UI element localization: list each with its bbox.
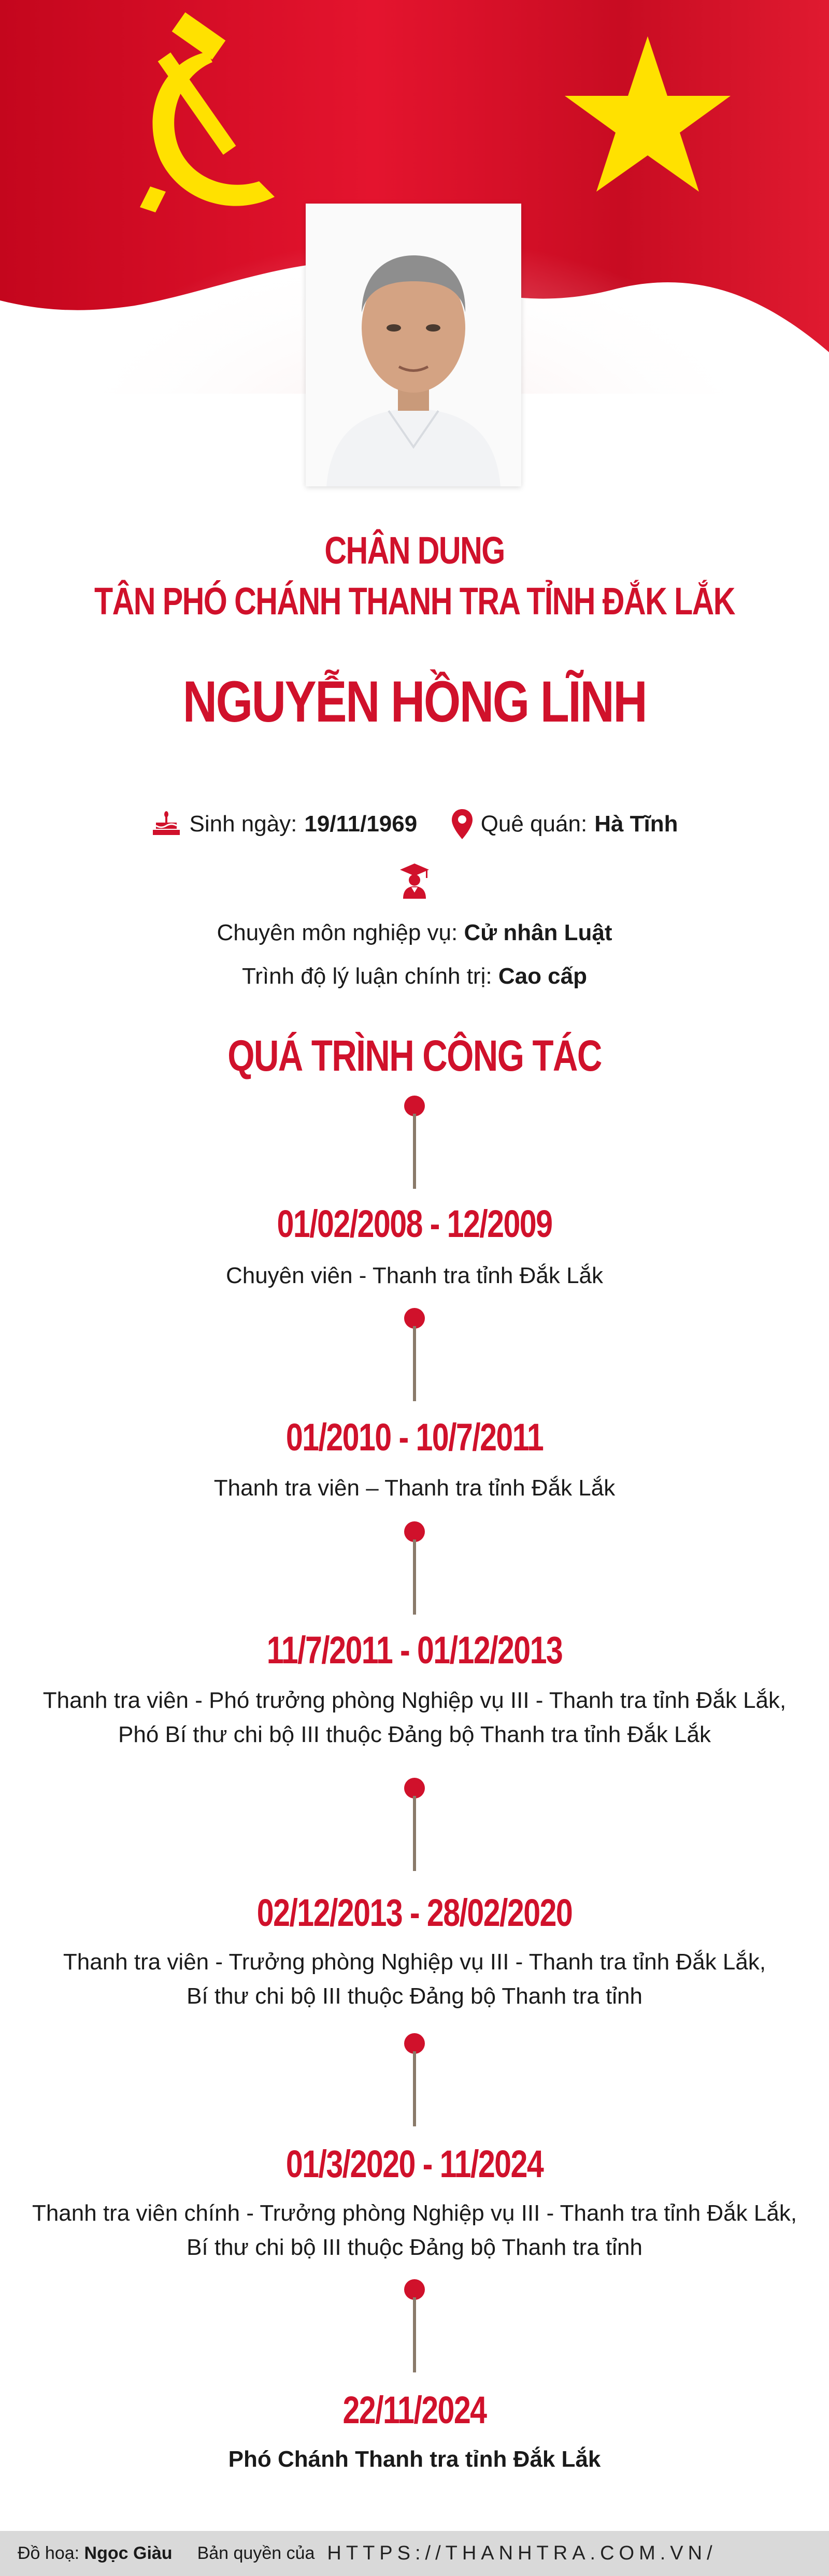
graphics-label: Đồ hoạ: xyxy=(18,2543,80,2563)
timeline-date: 01/2010 - 10/7/2011 xyxy=(285,1416,544,1459)
timeline-desc xyxy=(0,1945,829,2013)
timeline-desc xyxy=(0,2442,829,2477)
timeline-dot xyxy=(404,1308,425,1329)
timeline-desc xyxy=(0,1471,829,1505)
timeline-desc xyxy=(0,1683,829,1752)
timeline-line xyxy=(413,1114,416,1189)
specialty-value: Cử nhân Luật xyxy=(464,920,612,945)
timeline-desc-line: Bí thư chi bộ III thuộc Đảng bộ Thanh tra tỉnh xyxy=(187,2235,642,2260)
timeline-desc-line: Thanh tra viên chính - Trưởng phòng Nghiệp vụ III - Thanh tra tỉnh Đắk Lắk, xyxy=(32,2200,797,2226)
site-url[interactable]: HTTPS://THANHTRA.COM.VN/ xyxy=(327,2542,717,2564)
timeline-line xyxy=(413,1539,416,1615)
political-row xyxy=(0,963,829,989)
graduate-icon xyxy=(399,862,430,899)
timeline-line xyxy=(413,1326,416,1401)
timeline-desc-line: Chuyên viên - Thanh tra tỉnh Đắk Lắk xyxy=(225,1263,604,1288)
political-label: Trình độ lý luận chính trị: xyxy=(241,963,492,989)
cake-icon xyxy=(151,811,182,837)
timeline-line xyxy=(413,2051,416,2126)
timeline-dot xyxy=(404,1096,425,1116)
birth-info xyxy=(151,811,417,837)
timeline-line xyxy=(413,2297,416,2372)
timeline-date: 02/12/2013 - 28/02/2020 xyxy=(256,1891,573,1934)
timeline-line xyxy=(413,1796,416,1871)
specialty-row xyxy=(0,920,829,946)
title-line-1: CHÂN DUNG xyxy=(324,529,505,572)
timeline-desc-line: Phó Bí thư chi bộ III thuộc Đảng bộ Thanh tra tỉnh Đắk Lắk xyxy=(118,1722,711,1747)
timeline-date: 22/11/2024 xyxy=(342,2388,487,2431)
political-value: Cao cấp xyxy=(498,963,587,989)
timeline-desc-line: Phó Chánh Thanh tra tỉnh Đắk Lắk xyxy=(228,2447,601,2472)
birth-value: 19/11/1969 xyxy=(304,811,418,837)
copyright-label: Bản quyền của xyxy=(197,2543,315,2563)
graphics-author: Ngọc Giàu xyxy=(84,2543,173,2563)
timeline-desc xyxy=(0,1259,829,1293)
timeline-desc xyxy=(0,2196,829,2265)
hometown-value: Hà Tĩnh xyxy=(594,811,678,837)
timeline-desc-line: Thanh tra viên - Phó trưởng phòng Nghiệp vụ III - Thanh tra tỉnh Đắk Lắk, xyxy=(42,1688,787,1713)
timeline-desc-line: Thanh tra viên – Thanh tra tỉnh Đắk Lắk xyxy=(213,1475,616,1501)
person-name: NGUYỄN HỒNG LĨNH xyxy=(182,669,647,734)
footer-bar xyxy=(0,2531,829,2576)
birth-hometown-row xyxy=(0,808,829,840)
timeline-dot xyxy=(404,2033,425,2054)
timeline-desc-line: Bí thư chi bộ III thuộc Đảng bộ Thanh tra tỉnh xyxy=(187,1983,642,2009)
timeline-desc-line: Thanh tra viên - Trưởng phòng Nghiệp vụ III - Thanh tra tỉnh Đắk Lắk, xyxy=(63,1949,766,1975)
timeline-date: 01/02/2008 - 12/2009 xyxy=(277,1202,552,1245)
title-line-2: TÂN PHÓ CHÁNH THANH TRA TỈNH ĐẮK LẮK xyxy=(94,580,735,623)
hometown-label: Quê quán: xyxy=(480,811,588,837)
timeline-dot xyxy=(404,1521,425,1542)
timeline-dot xyxy=(404,2279,425,2300)
timeline-dot xyxy=(404,1778,425,1798)
location-pin-icon xyxy=(451,808,474,840)
timeline-date: 01/3/2020 - 11/2024 xyxy=(285,2142,544,2185)
graduate-icon-wrap xyxy=(399,862,430,899)
birth-label: Sinh ngày: xyxy=(189,811,297,837)
career-title: QUÁ TRÌNH CÔNG TÁC xyxy=(227,1031,602,1080)
hometown-info xyxy=(451,808,678,840)
graphics-credit xyxy=(18,2543,173,2564)
specialty-label: Chuyên môn nghiệp vụ: xyxy=(217,920,458,945)
portrait-photo xyxy=(306,204,521,486)
timeline-date: 11/7/2011 - 01/12/2013 xyxy=(266,1629,563,1672)
